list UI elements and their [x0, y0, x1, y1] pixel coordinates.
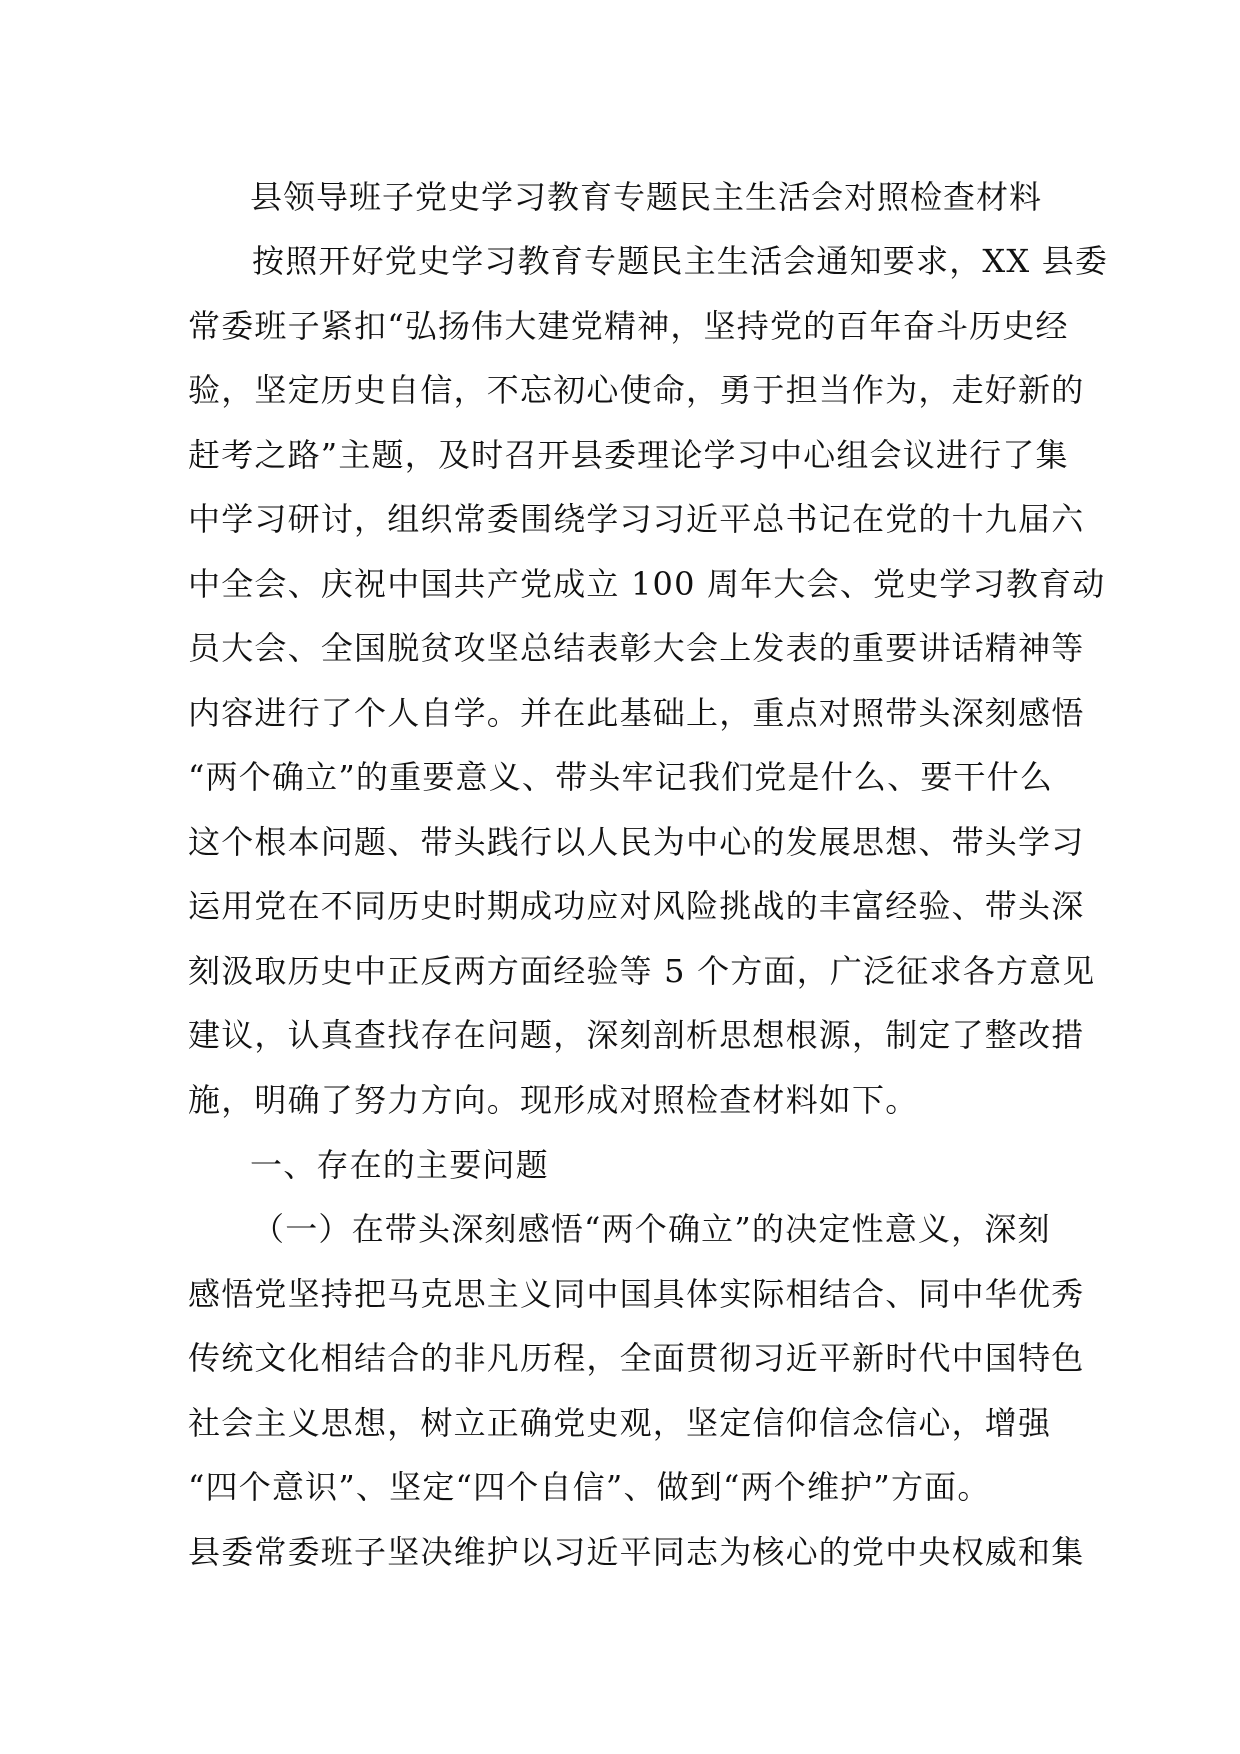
paragraph-line: 县委常委班子坚决维护以习近平同志为核心的党中央权威和集	[188, 1533, 1085, 1571]
paragraph-line: 赶考之路”主题，及时召开县委理论学习中心组会议进行了集	[188, 436, 1069, 474]
paragraph-line: 施，明确了努力方向。现形成对照检查材料如下。	[188, 1081, 919, 1119]
paragraph-line: 感悟党坚持把马克思主义同中国具体实际相结合、同中华优秀	[188, 1275, 1085, 1313]
paragraph-line: 员大会、全国脱贫攻坚总结表彰大会上发表的重要讲话精神等	[188, 629, 1085, 667]
paragraph-line: （一）在带头深刻感悟“两个确立”的决定性意义，深刻	[252, 1210, 1051, 1248]
paragraph-line: “四个意识”、坚定“四个自信”、做到“两个维护”方面。	[188, 1468, 991, 1506]
paragraph-line: 刻汲取历史中正反两方面经验等 5 个方面，广泛征求各方意见	[188, 952, 1096, 990]
paragraph-line: 中学习研讨，组织常委围绕学习习近平总书记在党的十九届六	[188, 500, 1085, 538]
document-title: 县领导班子党史学习教育专题民主生活会对照检查材料	[250, 178, 1043, 216]
paragraph-line: 运用党在不同历史时期成功应对风险挑战的丰富经验、带头深	[188, 887, 1085, 925]
paragraph-line: 内容进行了个人自学。并在此基础上，重点对照带头深刻感悟	[188, 694, 1085, 732]
paragraph-line: 传统文化相结合的非凡历程，全面贯彻习近平新时代中国特色	[188, 1339, 1085, 1377]
paragraph-line: 验，坚定历史自信，不忘初心使命，勇于担当作为，走好新的	[188, 371, 1085, 409]
paragraph-line: 社会主义思想，树立正确党史观，坚定信仰信念信心，增强	[188, 1404, 1052, 1442]
paragraph-line: 按照开好党史学习教育专题民主生活会通知要求，XX 县委	[252, 242, 1109, 280]
paragraph-line: “两个确立”的重要意义、带头牢记我们党是什么、要干什么	[188, 758, 1054, 796]
paragraph-line: 中全会、庆祝中国共产党成立 100 周年大会、党史学习教育动	[188, 565, 1106, 603]
paragraph-line: 这个根本问题、带头践行以人民为中心的发展思想、带头学习	[188, 823, 1085, 861]
paragraph-line: 常委班子紧扣“弘扬伟大建党精神，坚持党的百年奋斗历史经	[188, 307, 1069, 345]
section-heading: 一、存在的主要问题	[250, 1146, 549, 1184]
paragraph-line: 建议，认真查找存在问题，深刻剖析思想根源，制定了整改措	[188, 1016, 1085, 1054]
